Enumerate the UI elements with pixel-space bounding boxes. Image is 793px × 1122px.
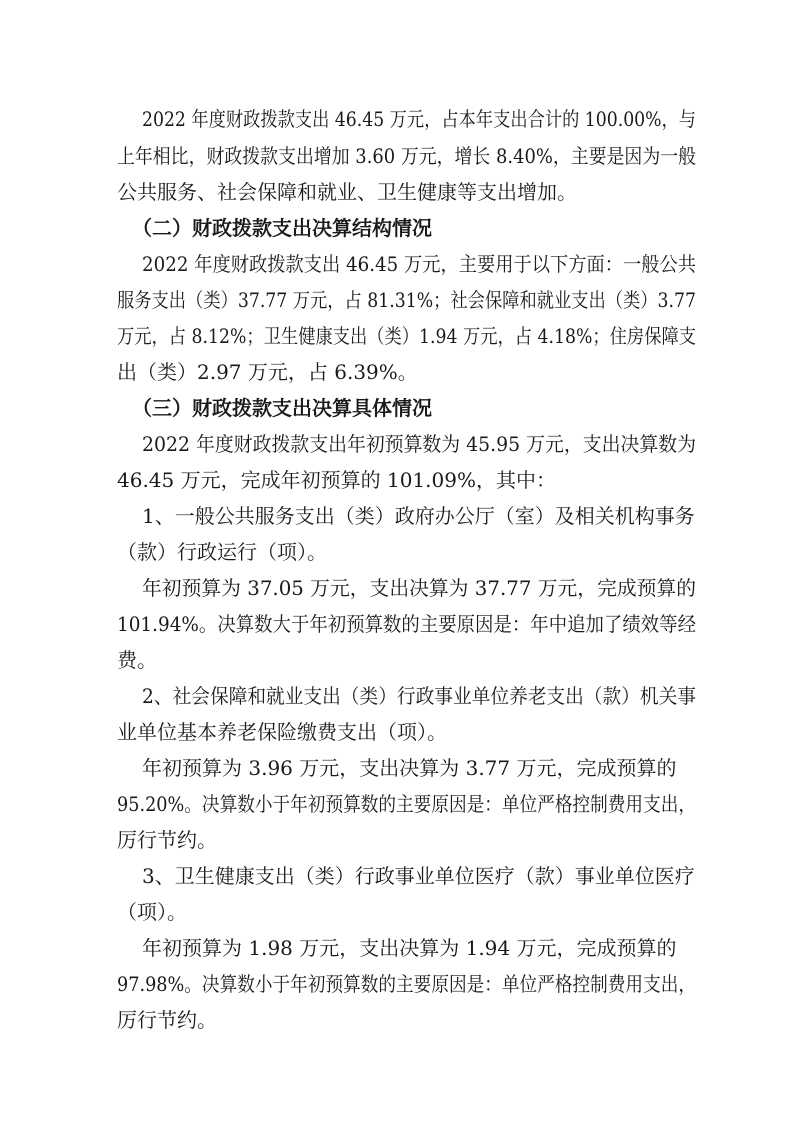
text-line: 出（类）2.97 万元，占 6.39%。: [117, 360, 418, 384]
text-line: 2、社会保障和就业支出（类）行政事业单位养老支出（款）机关事: [142, 684, 697, 708]
text-line: 95.20%。决算数小于年初预算数的主要原因是：单位严格控制费用支出，: [117, 792, 697, 816]
section-heading-text: （三）财政拨款支出决算具体情况: [132, 396, 432, 420]
text-line: 1、一般公共服务支出（类）政府办公厅（室）及相关机构事务: [142, 504, 695, 528]
text-line: 3、卫生健康支出（类）行政事业单位医疗（款）事业单位医疗: [142, 864, 695, 888]
text-line: 101.94%。决算数大于年初预算数的主要原因是：年中追加了绩效等经: [117, 612, 696, 636]
text-line: 上年相比，财政拨款支出增加 3.60 万元，增长 8.40%，主要是因为一般: [117, 144, 696, 168]
text-line: 业单位基本养老保险缴费支出（项）。: [117, 720, 447, 744]
text-line: 厉行节约。: [117, 1008, 217, 1032]
text-line: 年初预算为 3.96 万元，支出决算为 3.77 万元，完成预算的: [142, 756, 677, 780]
text-line: 2022 年度财政拨款支出 46.45 万元，占本年支出合计的 100.00%，与: [142, 107, 697, 131]
section-heading-text: （二）财政拨款支出决算结构情况: [132, 216, 432, 240]
text-line: 97.98%。决算数小于年初预算数的主要原因是：单位严格控制费用支出，: [117, 972, 697, 996]
text-line: 厉行节约。: [117, 828, 217, 852]
text-line: 46.45 万元，完成年初预算的 101.09%，其中：: [117, 468, 556, 492]
text-line: 万元，占 8.12%；卫生健康支出（类）1.94 万元，占 4.18%；住房保障支: [117, 324, 697, 348]
text-line: 年初预算为 1.98 万元，支出决算为 1.94 万元，完成预算的: [142, 936, 677, 960]
text-line: 费。: [117, 648, 157, 672]
text-line: 公共服务、社会保障和就业、卫生健康等支出增加。: [117, 180, 577, 204]
text-line: （项）。: [117, 900, 187, 924]
text-line: 年初预算为 37.05 万元，支出决算为 37.77 万元，完成预算的: [142, 576, 697, 600]
text-line: 服务支出（类）37.77 万元，占 81.31%；社会保障和就业支出（类）3.77: [117, 288, 697, 312]
text-line: 2022 年度财政拨款支出年初预算数为 45.95 万元，支出决算数为: [142, 432, 696, 456]
text-line: 2022 年度财政拨款支出 46.45 万元，主要用于以下方面：一般公共: [142, 252, 696, 276]
text-line: （款）行政运行（项）。: [117, 540, 327, 564]
